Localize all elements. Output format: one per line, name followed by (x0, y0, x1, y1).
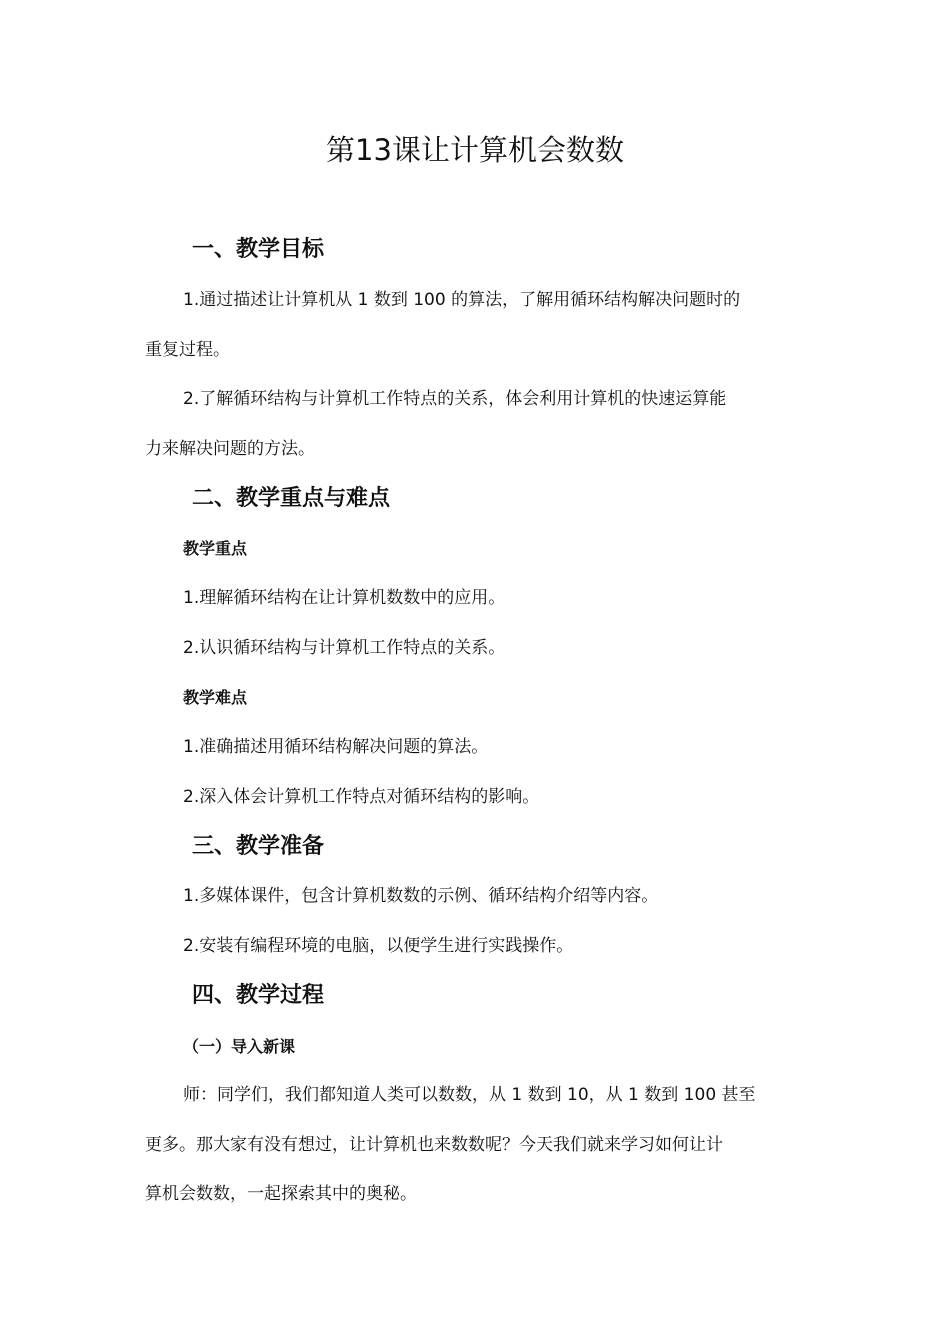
difficulty-item-2: 2.深入体会计算机工作特点对循环结构的影响。 (183, 787, 540, 807)
page-title: 第13课让计算机会数数 (326, 133, 624, 167)
difficulty-item-1: 1.准确描述用循环结构解决问题的算法。 (183, 737, 489, 757)
intro-line-3: 算机会数数，一起探索其中的奥秘。 (145, 1184, 417, 1204)
intro-line-1: 师：同学们，我们都知道人类可以数数，从 1 数到 10，从 1 数到 100 甚至 (183, 1085, 756, 1105)
goals-item-1-line-1: 1.通过描述让计算机从 1 数到 100 的算法，了解用循环结构解决问题时的 (183, 290, 741, 310)
goals-item-2-line-2: 力来解决问题的方法。 (145, 439, 315, 459)
preparation-item-2: 2.安装有编程环境的电脑，以便学生进行实践操作。 (183, 936, 574, 956)
section-heading-process: 四、教学过程 (192, 983, 325, 1008)
subheading-intro: （一）导入新课 (183, 1037, 296, 1056)
focus-item-2: 2.认识循环结构与计算机工作特点的关系。 (183, 638, 506, 658)
section-heading-goals: 一、教学目标 (192, 237, 325, 262)
section-heading-key-points: 二、教学重点与难点 (192, 486, 391, 511)
section-heading-preparation: 三、教学准备 (192, 834, 325, 859)
focus-item-1: 1.理解循环结构在让计算机数数中的应用。 (183, 588, 506, 608)
preparation-item-1: 1.多媒体课件，包含计算机数数的示例、循环结构介绍等内容。 (183, 886, 659, 906)
subheading-focus: 教学重点 (183, 539, 248, 558)
goals-item-2-line-1: 2.了解循环结构与计算机工作特点的关系，体会利用计算机的快速运算能 (183, 389, 727, 409)
goals-item-1-line-2: 重复过程。 (145, 340, 230, 360)
subheading-difficulty: 教学难点 (183, 688, 248, 707)
intro-line-2: 更多。那大家有没有想过，让计算机也来数数呢？今天我们就来学习如何让计 (145, 1135, 723, 1155)
